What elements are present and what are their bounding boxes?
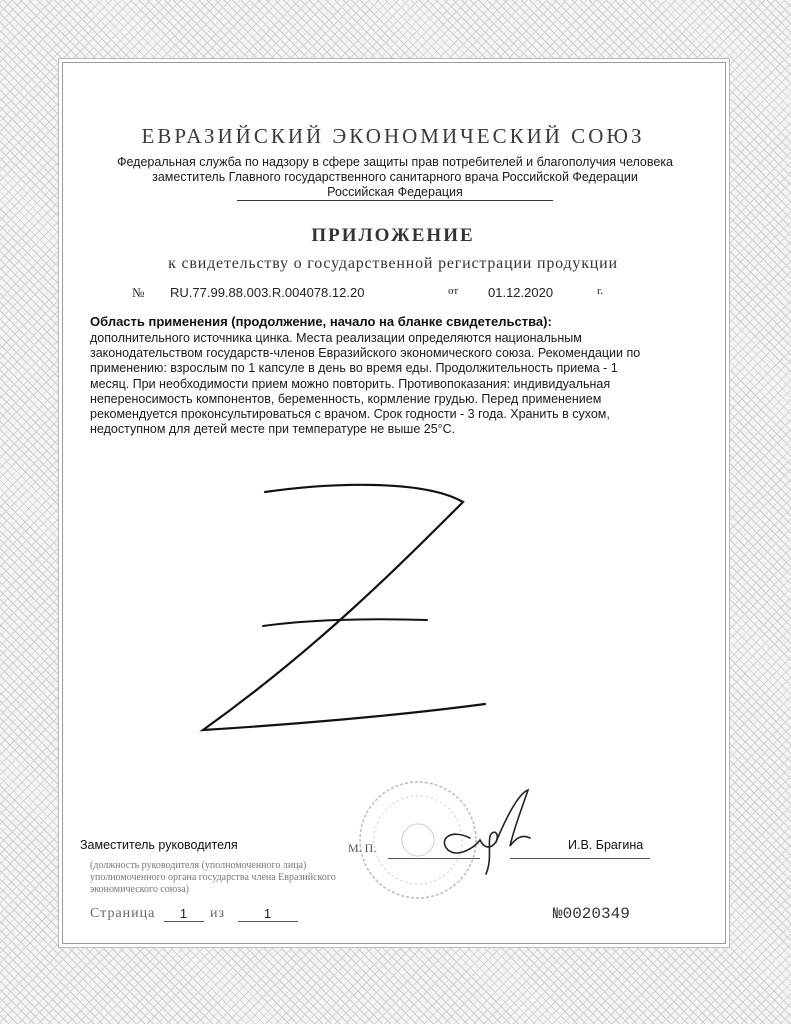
union-title: ЕВРАЗИЙСКИЙ ЭКОНОМИЧЕСКИЙ СОЮЗ xyxy=(141,124,645,148)
handwritten-signature xyxy=(430,788,540,878)
authority-line-2: заместитель Главного государственного санитарного врача Российской Федерации xyxy=(152,170,638,184)
scope-heading: Область применения (продолжение, начало на бланке свидетельства): xyxy=(90,314,552,329)
appendix-subtitle: к свидетельству о государственной регистрации продукции xyxy=(168,255,618,272)
page-of-label: из xyxy=(210,906,226,921)
issuing-authority xyxy=(80,155,710,201)
signatory-description: (должность руководителя (уполномоченного лица) уполномоченного органа государства члена Евразийского экономического союза) xyxy=(90,860,336,895)
name-line xyxy=(510,858,650,859)
page-total: 1 xyxy=(238,906,298,922)
page-label: Страница xyxy=(90,906,156,921)
registration-date: 01.12.2020 xyxy=(488,285,554,300)
blank-serial-number: №0020349 xyxy=(553,905,630,923)
signatory-role: Заместитель руководителя xyxy=(80,838,238,852)
appendix-title: ПРИЛОЖЕНИЕ xyxy=(311,225,475,246)
authority-line-3: Российская Федерация xyxy=(237,185,553,201)
signatory-name: И.В. Брагина xyxy=(568,838,644,852)
registration-year-suffix: г. xyxy=(597,285,604,297)
scope-text: дополнительного источника цинка. Места реализации определяются национальным законодательством государств-членов Евразийского экономического союза. Рекомендации по применению: взрослым по 1 капсуле в день во время еды. Продолжительность приема - 1 месяц. При необходимости прием можно повторить. Противопоказания: индивидуальная непереносимость компонентов, беременность, кормление грудью. Перед применением рекомендуется проконсультироваться с врачом. Срок годности - 3 года. Хранить в сухом, недоступном для детей месте при температуре не выше 25°С. xyxy=(90,331,641,437)
registration-number-label: № xyxy=(132,285,145,300)
authority-line-1: Федеральная служба по надзору в сфере защиты прав потребителей и благополучия человека xyxy=(116,155,674,169)
signature-line xyxy=(388,858,480,859)
seal-place-label: М. П. xyxy=(348,841,377,855)
blank-space-z-mark xyxy=(195,480,495,750)
page-number: 1 xyxy=(164,906,204,922)
registration-from-label: от xyxy=(448,285,459,297)
registration-number: RU.77.99.88.003.R.004078.12.20 xyxy=(170,285,365,300)
